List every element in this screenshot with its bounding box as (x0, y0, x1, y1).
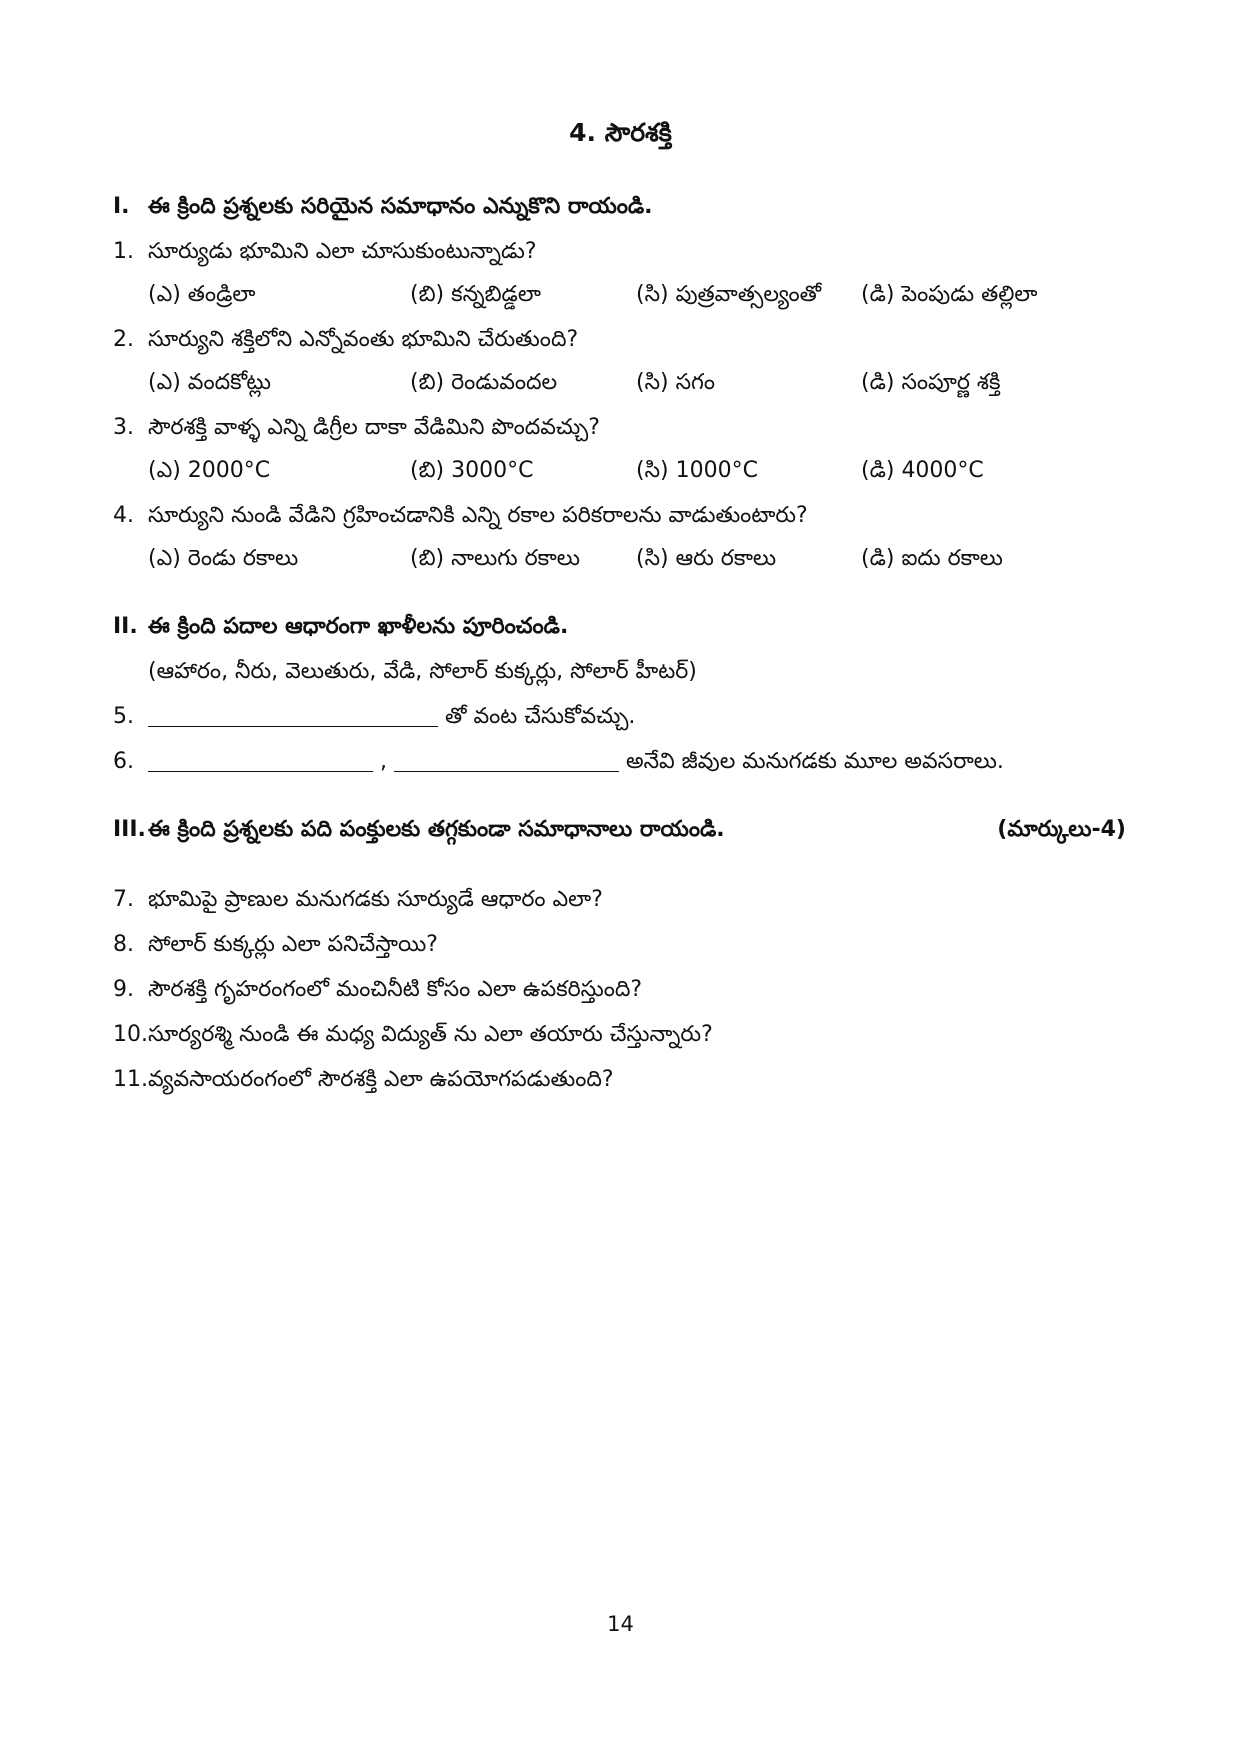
question-number: 4. (113, 503, 134, 528)
option-d: (డి) పెంపుడు తల్లిలా (861, 282, 1038, 307)
question-text: సూర్యుని నుండి వేడిని గ్రహించడానికి ఎన్ని రకాల పరికరాలను వాడుతుంటారు? (148, 503, 808, 528)
marks-label: (మార్కులు-4) (997, 817, 1126, 842)
question-text: సౌరశక్తి వాళ్ళ ఎన్ని డిగ్రీల దాకా వేడిమిని పొందవచ్చు? (148, 415, 600, 440)
option-c: (సి) 1000°C (636, 458, 758, 483)
question-11 (0, 1063, 1241, 1097)
question-number: 1. (113, 239, 134, 264)
question-number: 5. (113, 704, 134, 729)
question-5-line (148, 700, 635, 734)
question-3-options (0, 454, 1241, 488)
question-1 (0, 235, 1241, 269)
question-text: భూమిపై ప్రాణుల మనుగడకు సూర్యుడే ఆధారం ఎలా? (148, 887, 603, 912)
option-a: (ఎ) వందకోట్లు (148, 370, 272, 395)
question-9 (0, 973, 1241, 1007)
section-1-numeral: I. (113, 194, 130, 219)
section-1-heading: ఈ క్రింది ప్రశ్నలకు సరియైన సమాధానం ఎన్నుకొని రాయండి. (148, 194, 653, 219)
fill-blank-line (148, 702, 438, 727)
question-6-line (148, 745, 1004, 779)
section-3-heading: ఈ క్రింది ప్రశ్నలకు పది పంక్తులకు తగ్గకుండా సమాధానాలు రాయండి. (148, 817, 725, 842)
question-number: 11. (113, 1067, 148, 1092)
option-b: (బి) కన్నబిడ్డలా (410, 282, 541, 307)
option-d: (డి) 4000°C (861, 458, 984, 483)
question-number: 3. (113, 415, 134, 440)
fill-blank-line (394, 747, 619, 772)
option-a: (ఎ) 2000°C (148, 458, 271, 483)
question-7 (0, 883, 1241, 917)
question-text: సూర్యుడు భూమిని ఎలా చూసుకుంటున్నాడు? (148, 239, 537, 264)
section-1-heading-row (0, 190, 1241, 224)
chapter-title: 4. సౌరశక్తి (569, 118, 672, 147)
question-number: 10. (113, 1022, 148, 1047)
option-a: (ఎ) తండ్రిలా (148, 282, 256, 307)
word-bank-row (0, 655, 1241, 689)
section-2-numeral: II. (113, 614, 138, 639)
question-4-options (0, 542, 1241, 576)
option-c: (సి) సగం (636, 370, 716, 395)
option-c: (సి) పుత్రవాత్సల్యంతో (636, 282, 822, 307)
section-3-heading-row (0, 813, 1241, 847)
option-b: (బి) 3000°C (410, 458, 534, 483)
question-number: 6. (113, 749, 134, 774)
option-d: (డి) సంపూర్ణ శక్తి (861, 370, 1001, 395)
section-2-heading: ఈ క్రింది పదాల ఆధారంగా ఖాళీలను పూరించండి. (148, 614, 569, 639)
question-text: తో వంట చేసుకోవచ్చు. (445, 704, 636, 729)
option-d: (డి) ఐదు రకాలు (861, 546, 1003, 571)
question-3 (0, 411, 1241, 445)
fill-blank-line (148, 747, 373, 772)
question-2-options (0, 366, 1241, 400)
question-number: 2. (113, 327, 134, 352)
question-number: 9. (113, 977, 134, 1002)
option-c: (సి) ఆరు రకాలు (636, 546, 777, 571)
question-4 (0, 499, 1241, 533)
question-1-options (0, 278, 1241, 312)
question-number: 7. (113, 887, 134, 912)
question-10 (0, 1018, 1241, 1052)
option-a: (ఎ) రెండు రకాలు (148, 546, 299, 571)
page-number: 14 (607, 1612, 634, 1636)
question-8 (0, 928, 1241, 962)
question-number: 8. (113, 932, 134, 957)
section-3-numeral: III. (113, 817, 146, 842)
question-text: అనేవి జీవుల మనుగడకు మూల అవసరాలు. (626, 749, 1004, 774)
question-text: సౌరశక్తి గృహరంగంలో మంచినీటి కోసం ఎలా ఉపకరిస్తుంది? (148, 977, 643, 1002)
word-bank: (ఆహారం, నీరు, వెలుతురు, వేడి, సోలార్ కుక్కర్లు, సోలార్ హీటర్) (148, 659, 697, 684)
question-text: సోలార్ కుక్కర్లు ఎలా పనిచేస్తాయి? (148, 932, 438, 957)
question-text: సూర్యరశ్మి నుండి ఈ మధ్య విద్యుత్ ను ఎలా తయారు చేస్తున్నారు? (148, 1022, 713, 1047)
question-5 (0, 700, 1241, 734)
question-6 (0, 745, 1241, 779)
question-text: సూర్యుని శక్తిలోని ఎన్నోవంతు భూమిని చేరుతుంది? (148, 327, 579, 352)
section-2-heading-row (0, 610, 1241, 644)
question-text: వ్యవసాయరంగంలో సౌరశక్తి ఎలా ఉపయోగపడుతుంది? (148, 1067, 614, 1092)
option-b: (బి) రెండువందల (410, 370, 558, 395)
blank-separator: , (380, 749, 387, 774)
question-2 (0, 323, 1241, 357)
option-b: (బి) నాలుగు రకాలు (410, 546, 580, 571)
